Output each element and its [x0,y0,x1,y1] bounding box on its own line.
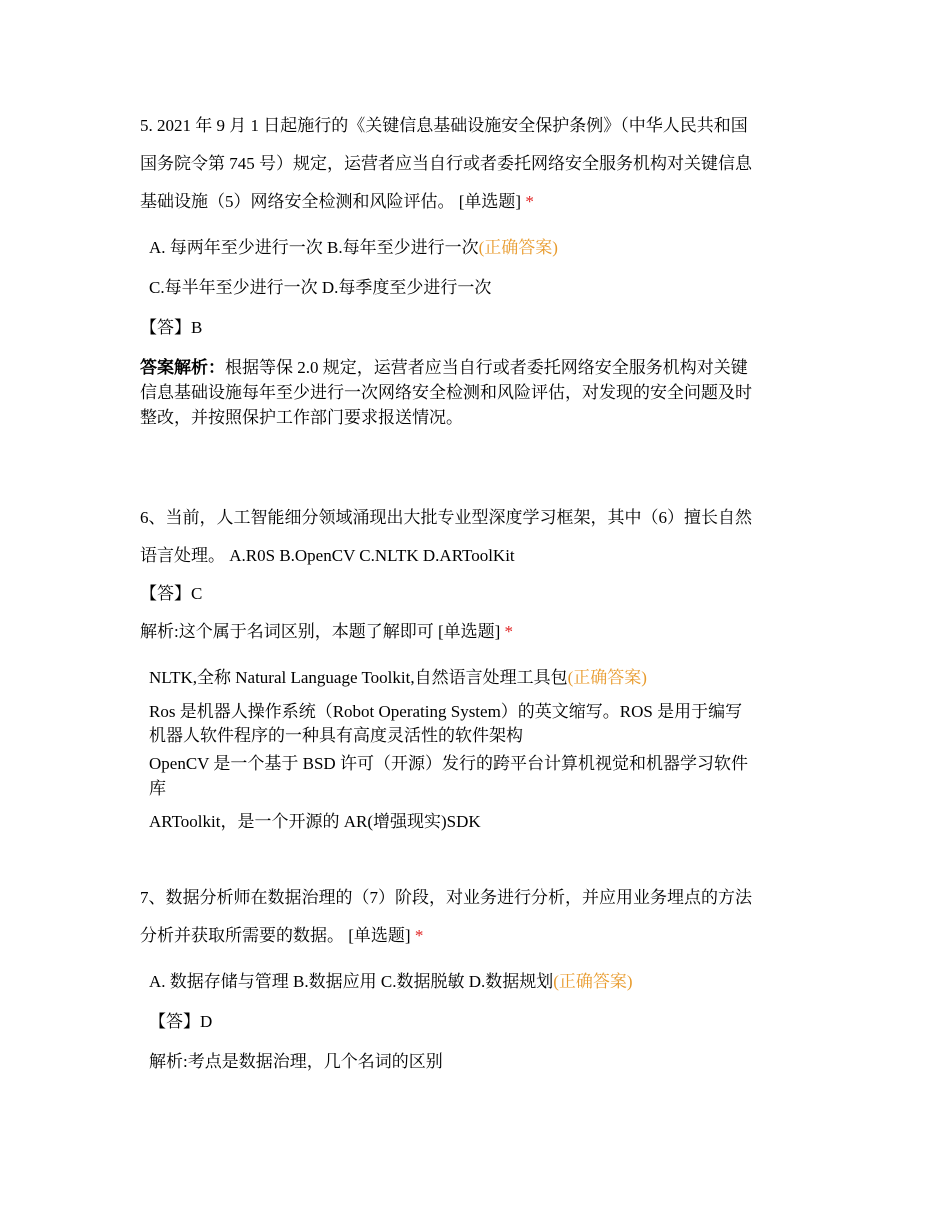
q7-stem-line: 7、数据分析师在数据治理的（7）阶段，对业务进行分析，并应用业务埋点的方法 [140,888,752,907]
q7-answer: 【答】D [149,1012,213,1031]
correct-answer-tag: (正确答案) [567,668,647,687]
q5-stem-line [140,190,534,214]
q5-options-ab: A. 每两年至少进行一次 B.每年至少进行一次 [149,238,479,257]
required-mark: * [414,926,424,945]
analysis-label: 答案解析： [140,358,225,377]
q5-options-cd: C.每半年至少进行一次 D.每季度至少进行一次 [149,278,492,297]
q5-stem-text: 基础设施（5）网络安全检测和风险评估。 [单选题] [140,192,526,211]
q6-stem-line: 语言处理。 A.R0S B.OpenCV C.NLTK D.ARToolKit [140,546,515,565]
required-mark: * [504,622,514,641]
q6-option-ros: Ros 是机器人操作系统（Robot Operating System）的英文缩写。ROS 是用于编写 [149,702,743,721]
q6-option-artoolkit: ARToolkit，是一个开源的 AR(增强现实)SDK [149,812,481,831]
correct-answer-tag: (正确答案) [478,238,558,257]
correct-answer-tag: (正确答案) [553,972,633,991]
q6-option-opencv: OpenCV 是一个基于 BSD 许可（开源）发行的跨平台计算机视觉和机器学习软件 [149,754,748,773]
q6-analysis-line [140,620,513,644]
q6-analysis-text: 解析:这个属于名词区别，本题了解即可 [单选题] [140,622,505,641]
q5-stem-line: 国务院令第 745 号）规定，运营者应当自行或者委托网络安全服务机构对关键信息 [140,154,752,173]
q5-options-line [149,236,558,260]
q5-analysis-text: 根据等保 2.0 规定，运营者应当自行或者委托网络安全服务机构对关键 [225,358,748,377]
q5-analysis-line [140,356,748,380]
q6-option-nltk [149,666,647,690]
q6-option-opencv: 库 [149,779,166,798]
q6-option-nltk-text: NLTK,全称 Natural Language Toolkit,自然语言处理工具包 [149,668,568,687]
q6-stem-line: 6、当前，人工智能细分领域涌现出大批专业型深度学习框架，其中（6）擅长自然 [140,508,752,527]
q6-answer: 【答】C [140,584,203,603]
q5-analysis-line: 信息基础设施每年至少进行一次网络安全检测和风险评估，对发现的安全问题及时 [140,383,752,402]
q5-stem-line: 5. 2021 年 9 月 1 日起施行的《关键信息基础设施安全保护条例》（中华人民共和国 [140,116,748,135]
q7-options-line [149,970,633,994]
q7-options-text: A. 数据存储与管理 B.数据应用 C.数据脱敏 D.数据规划 [149,972,554,991]
q7-stem-line [140,924,423,948]
required-mark: * [525,192,534,211]
q5-analysis-line: 整改，并按照保护工作部门要求报送情况。 [140,408,463,427]
q5-answer: 【答】B [140,318,203,337]
q6-option-ros: 机器人软件程序的一种具有高度灵活性的软件架构 [149,726,523,745]
q7-stem-text: 分析并获取所需要的数据。 [单选题] [140,926,415,945]
q7-analysis: 解析:考点是数据治理，几个名词的区别 [149,1052,443,1071]
